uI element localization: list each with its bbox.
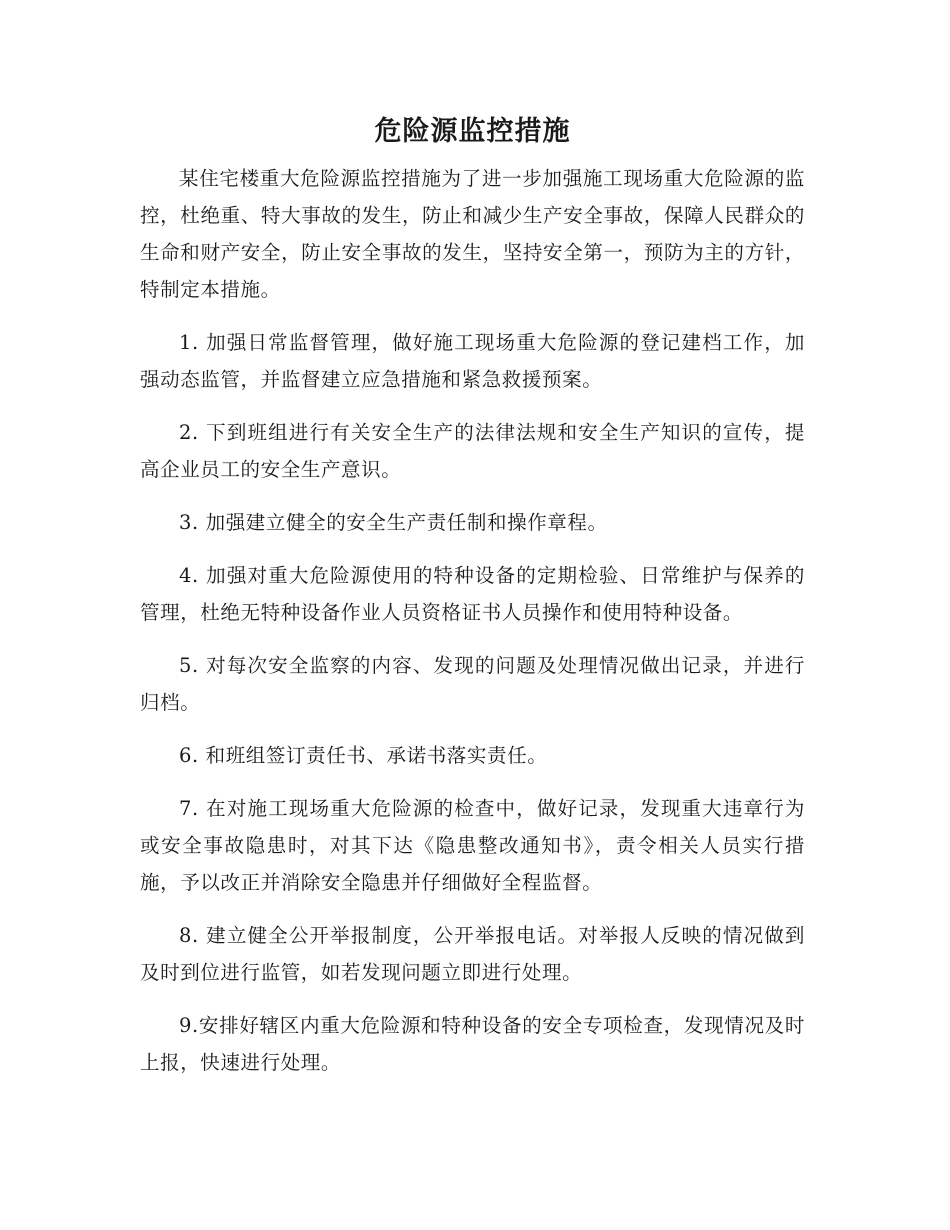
measure-item-2: 2. 下到班组进行有关安全生产的法律法规和安全生产知识的宣传，提高企业员工的安全生产意识。 xyxy=(140,421,805,481)
measure-item-5: 5. 对每次安全监察的内容、发现的问题及处理情况做出记录，并进行归档。 xyxy=(140,654,805,714)
intro-paragraph: 某住宅楼重大危险源监控措施为了进一步加强施工现场重大危险源的监控，杜绝重、特大事故的发生，防止和减少生产安全事故，保障人民群众的生命和财产安全，防止安全事故的发生，坚持安全第一，预防为主的方针，特制定本措施。 xyxy=(140,167,805,301)
document-title: 危险源监控措施 xyxy=(374,116,571,147)
measure-item-8: 8. 建立健全公开举报制度，公开举报电话。对举报人反映的情况做到及时到位进行监管，如若发现问题立即进行处理。 xyxy=(140,924,805,984)
measure-item-9: 9.安排好辖区内重大危险源和特种设备的安全专项检查，发现情况及时上报，快速进行处理。 xyxy=(140,1014,805,1074)
measure-item-3: 3. 加强建立健全的安全生产责任制和操作章程。 xyxy=(179,511,608,534)
measure-item-1: 1. 加强日常监督管理，做好施工现场重大危险源的登记建档工作，加强动态监管，并监督建立应急措施和紧急救援预案。 xyxy=(140,331,805,391)
measure-item-7: 7. 在对施工现场重大危险源的检查中，做好记录，发现重大违章行为或安全事故隐患时，对其下达《隐患整改通知书》，责令相关人员实行措施，予以改正并消除安全隐患并仔细做好全程监督。 xyxy=(140,797,805,894)
measure-item-6: 6. 和班组签订责任书、承诺书落实责任。 xyxy=(179,744,548,767)
measure-item-4: 4. 加强对重大危险源使用的特种设备的定期检验、日常维护与保养的管理，杜绝无特种设备作业人员资格证书人员操作和使用特种设备。 xyxy=(140,564,805,624)
document-page xyxy=(140,0,805,1081)
